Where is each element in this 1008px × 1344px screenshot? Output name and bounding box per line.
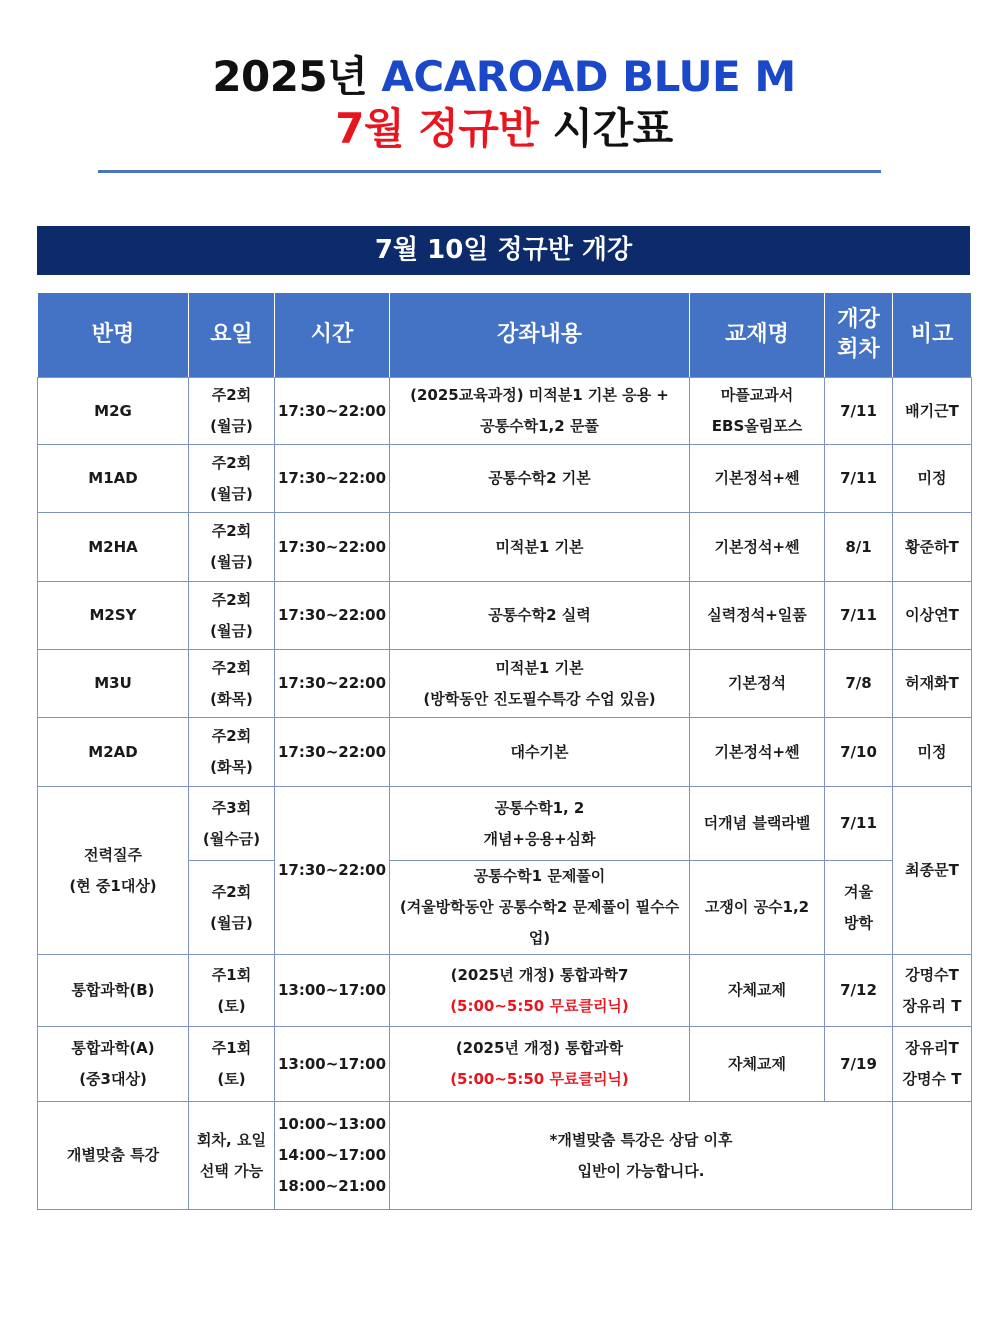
class-name: M2AD: [38, 718, 189, 787]
weekdays: (화목): [210, 758, 253, 776]
textbook-cell: 기본정석: [690, 650, 825, 718]
textbook-cell: 자체교제: [690, 1027, 825, 1102]
frequency: 주2회: [211, 386, 252, 404]
header-row: [38, 293, 972, 378]
content-line-1: 미적분1 기본: [495, 658, 584, 677]
days-cell: [189, 1102, 275, 1210]
custom-note: [390, 1102, 893, 1210]
table-row-sprint-a: [38, 787, 972, 861]
class-name: M2G: [38, 378, 189, 445]
header-content: 강좌내용: [390, 293, 690, 378]
content-line-2: (겨울방학동안 공통수학2 문제풀이 필수수업): [399, 898, 680, 947]
days-cell: [189, 1027, 275, 1102]
class-name: M2HA: [38, 513, 189, 582]
days-cell: [189, 650, 275, 718]
teacher: 배기근T: [893, 378, 972, 445]
textbook-cell: [690, 378, 825, 445]
weekdays: (월금): [210, 621, 253, 640]
header-days: 요일: [189, 293, 275, 378]
table-row: [38, 718, 972, 787]
content-cell: 대수기본: [390, 718, 690, 787]
title-suffix: 시간표: [552, 104, 673, 153]
content-line-2: 개념+응용+심화: [483, 829, 596, 848]
schedule-table: [37, 292, 972, 1210]
content-cell: 공통수학2 기본: [390, 445, 690, 513]
class-line-1: 통합과학(A): [71, 1039, 155, 1057]
time-cell: 13:00~17:00: [275, 1027, 390, 1102]
table-row-custom: [38, 1102, 972, 1210]
clinic-note: (5:00~5:50 무료클리닉): [450, 1070, 629, 1088]
frequency: 주2회: [211, 882, 252, 901]
days-cell: [189, 582, 275, 650]
header-start-line-2: 회차: [837, 337, 880, 362]
frequency: 주2회: [211, 727, 252, 745]
start-date: 7/11: [825, 787, 893, 861]
content-line-1: 공통수학1, 2: [494, 798, 585, 817]
sprint-class-line-2: (현 중1대상): [69, 876, 157, 895]
time-slot: 10:00~13:00: [277, 1115, 387, 1133]
title-month-class: 7월 정규반: [335, 104, 539, 153]
textbook-cell: 고쟁이 공수1,2: [690, 861, 825, 955]
weekdays: (월금): [210, 484, 253, 503]
content-cell: [390, 787, 690, 861]
teacher: 미정: [893, 718, 972, 787]
start-date: 8/1: [825, 513, 893, 582]
title-line-2: [0, 104, 1008, 154]
weekdays: (화목): [210, 689, 253, 708]
time-cell: 17:30~22:00: [275, 650, 390, 718]
time-cell: 17:30~22:00: [275, 378, 390, 445]
frequency: 주2회: [211, 453, 252, 472]
content-cell: 미적분1 기본: [390, 513, 690, 582]
start-date: 7/8: [825, 650, 893, 718]
table-row: [38, 513, 972, 582]
content-line-2: (방학동안 진도필수특강 수업 있음): [423, 689, 656, 708]
start-date: 7/12: [825, 955, 893, 1027]
teacher: 허재화T: [893, 650, 972, 718]
time-cell: 17:30~22:00: [275, 582, 390, 650]
custom-days-line-1: 회차, 요일: [197, 1130, 266, 1149]
start-line-2: 방학: [844, 913, 873, 932]
title-divider: [98, 170, 881, 173]
class-name: M1AD: [38, 445, 189, 513]
content-cell: [390, 650, 690, 718]
clinic-note: (5:00~5:50 무료클리닉): [450, 996, 629, 1015]
title-year: 2025년: [212, 52, 368, 101]
teacher-line-2: 장유리 T: [902, 996, 962, 1015]
content-line-2: 공통수학1,2 문풀: [480, 417, 599, 435]
weekdays: (토): [217, 1070, 246, 1088]
teacher: 황준하T: [893, 513, 972, 582]
table-row: [38, 582, 972, 650]
sprint-class-name: [38, 787, 189, 955]
header-time: 시간: [275, 293, 390, 378]
days-cell: [189, 861, 275, 955]
start-line-1: 겨울: [844, 882, 873, 901]
start-date: 7/11: [825, 378, 893, 445]
teacher-line-1: 장유리T: [905, 1039, 959, 1057]
start-date: 7/19: [825, 1027, 893, 1102]
frequency: 주2회: [211, 658, 252, 677]
table-row: [38, 1027, 972, 1102]
table-row: [38, 445, 972, 513]
content-cell: [390, 955, 690, 1027]
teacher: [893, 955, 972, 1027]
time-cell: [275, 1102, 390, 1210]
weekdays: (월금): [210, 417, 253, 435]
textbook-cell: 기본정석+쎈: [690, 513, 825, 582]
frequency: 주3회: [211, 798, 252, 817]
class-line-2: (중3대상): [79, 1070, 147, 1088]
header-textbook: 교재명: [690, 293, 825, 378]
class-name: 통합과학(B): [38, 955, 189, 1027]
textbook-cell: 기본정석+쎈: [690, 718, 825, 787]
title-brand: ACAROAD BLUE M: [381, 52, 796, 101]
table-row: [38, 378, 972, 445]
frequency: 주2회: [211, 522, 252, 540]
time-cell: 17:30~22:00: [275, 445, 390, 513]
days-cell: [189, 955, 275, 1027]
frequency: 주2회: [211, 590, 252, 609]
class-name: [38, 1027, 189, 1102]
start-date: 7/10: [825, 718, 893, 787]
content-line-1: (2025년 개정) 통합과학: [455, 1039, 624, 1057]
custom-note-line-2: 입반이 가능합니다.: [577, 1161, 705, 1180]
textbook-cell: 자체교제: [690, 955, 825, 1027]
teacher-line-2: 강명수 T: [902, 1070, 962, 1088]
content-cell: [390, 378, 690, 445]
textbook-line-2: EBS올림포스: [711, 417, 803, 435]
table-row: [38, 650, 972, 718]
textbook-cell: 실력정석+일품: [690, 582, 825, 650]
content-cell: [390, 861, 690, 955]
days-cell: [189, 787, 275, 861]
days-cell: [189, 513, 275, 582]
custom-days-line-2: 선택 가능: [199, 1161, 264, 1180]
teacher: 이상연T: [893, 582, 972, 650]
header-note: 비고: [893, 293, 972, 378]
sprint-time: 17:30~22:00: [275, 787, 390, 955]
teacher: [893, 1027, 972, 1102]
textbook-cell: 더개념 블랙라벨: [690, 787, 825, 861]
opening-banner: 7월 10일 정규반 개강: [37, 226, 970, 275]
table-row: [38, 955, 972, 1027]
content-cell: 공통수학2 실력: [390, 582, 690, 650]
time-cell: 17:30~22:00: [275, 718, 390, 787]
time-slot: 18:00~21:00: [277, 1177, 387, 1195]
header-class: 반명: [38, 293, 189, 378]
teacher-empty: [893, 1102, 972, 1210]
class-name: M3U: [38, 650, 189, 718]
weekdays: (월금): [210, 553, 253, 571]
start-date: 7/11: [825, 445, 893, 513]
content-line-1: (2025년 개정) 통합과학7: [450, 965, 629, 984]
teacher: 미정: [893, 445, 972, 513]
sprint-class-line-1: 전력질주: [84, 845, 142, 864]
textbook-line-1: 마플교과서: [720, 386, 794, 404]
header-start: [825, 293, 893, 378]
custom-note-line-1: *개별맞춤 특강은 상담 이후: [549, 1130, 733, 1149]
days-cell: [189, 445, 275, 513]
header-start-line-1: 개강: [837, 307, 880, 332]
title-line-1: [0, 52, 1008, 102]
class-name: M2SY: [38, 582, 189, 650]
start-date: 7/11: [825, 582, 893, 650]
days-cell: [189, 718, 275, 787]
time-cell: 17:30~22:00: [275, 513, 390, 582]
frequency: 주1회: [211, 965, 252, 984]
days-cell: [189, 378, 275, 445]
class-name: 개별맞춤 특강: [38, 1102, 189, 1210]
time-cell: 13:00~17:00: [275, 955, 390, 1027]
sprint-teacher: 최종문T: [893, 787, 972, 955]
frequency: 주1회: [211, 1039, 252, 1057]
content-line-1: (2025교육과정) 미적분1 기본 응용 +: [410, 386, 669, 404]
textbook-cell: 기본정석+쎈: [690, 445, 825, 513]
weekdays: (월수금): [202, 829, 261, 848]
content-cell: [390, 1027, 690, 1102]
start-date: [825, 861, 893, 955]
teacher-line-1: 강명수T: [905, 965, 959, 984]
time-slot: 14:00~17:00: [277, 1146, 387, 1164]
weekdays: (토): [217, 996, 246, 1015]
weekdays: (월금): [210, 913, 253, 932]
content-line-1: 공통수학1 문제풀이: [473, 867, 606, 885]
